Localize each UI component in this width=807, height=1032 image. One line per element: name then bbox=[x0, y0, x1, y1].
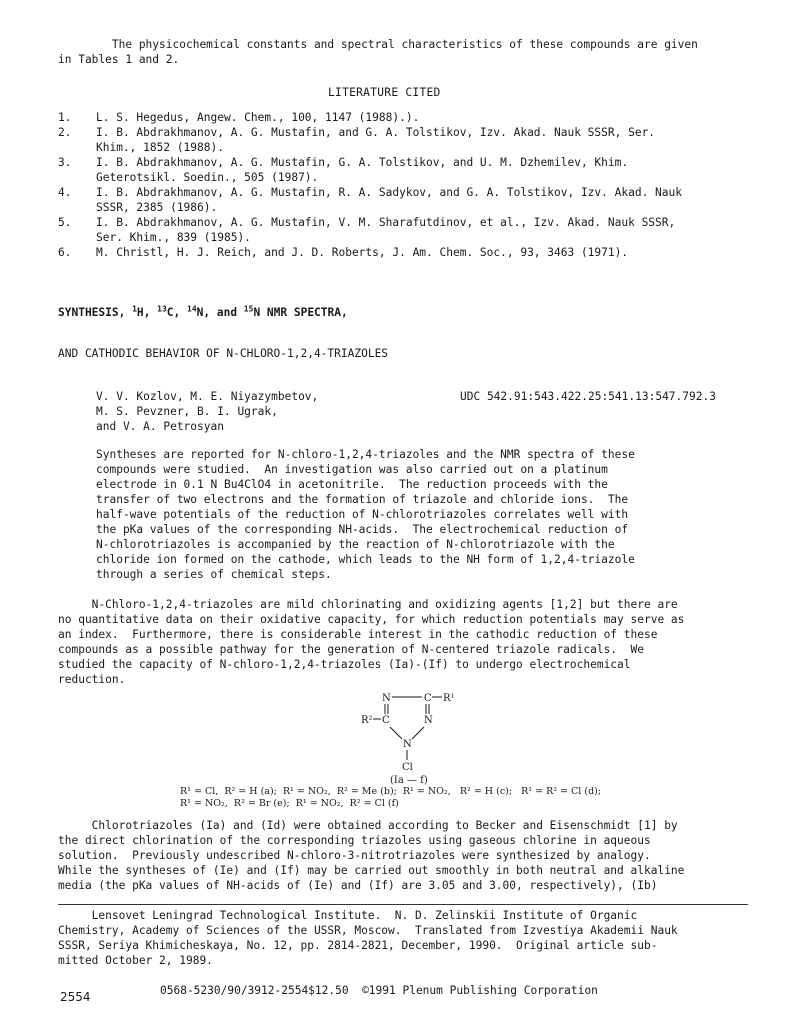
triazole-structure-drawing bbox=[180, 690, 640, 790]
body-paragraph-1: N-Chloro-1,2,4-triazoles are mild chlorinating and oxidizing agents [1,2] but there are no quantitative data on their oxidative capacity, for which reduction potentials may serve as an index. Furthermore, there is considerable interest in the cathodic reduction of these compounds as a possible pathway for the generation of N-centered triazole radicals. We studied the capacity of N-chloro-1,2,4-triazoles (Ia)-(If) to undergo electrochemical reduction. bbox=[58, 598, 685, 686]
caption-line-2: R¹ = NO₂, R² = Br (e); R¹ = NO₂, R² = Cl (f) bbox=[180, 798, 399, 809]
atom-bottom-n: N bbox=[403, 739, 412, 750]
reference-text: I. B. Abdrakhmanov, A. G. Mustafin, R. A. Sadykov, and G. A. Tolstikov, Izv. Akad. Nauk SSSR, 2385 (1986). bbox=[96, 186, 682, 214]
title-superscript: 1 bbox=[132, 304, 137, 314]
title-part: C, bbox=[166, 306, 187, 319]
compound-label: (Ia — f) bbox=[390, 775, 428, 786]
structure-caption bbox=[180, 786, 640, 810]
literature-heading: LITERATURE CITED bbox=[328, 86, 441, 99]
author-list: V. V. Kozlov, M. E. Niyazymbetov, M. S. Pevzner, B. I. Ugrak, and V. A. Petrosyan bbox=[96, 390, 319, 433]
udc-code: UDC 542.91:543.422.25:541.13:547.792.3 bbox=[460, 390, 716, 403]
reference-item bbox=[58, 110, 758, 125]
reference-number: 2. bbox=[58, 126, 72, 139]
page-number: 2554 bbox=[60, 990, 91, 1004]
atom-top-n: N bbox=[382, 693, 391, 704]
atom-cl: Cl bbox=[402, 762, 413, 773]
reference-number: 1. bbox=[58, 111, 72, 124]
atom-right-n: N bbox=[424, 715, 433, 726]
reference-text: L. S. Hegedus, Angew. Chem., 100, 1147 (1988).). bbox=[96, 111, 420, 124]
body-paragraph-2: Chlorotriazoles (Ia) and (Id) were obtained according to Becker and Eisenschmidt [1] by the direct chlorination of the corresponding triazoles using gaseous chlorine in aqueous solution. Previously undescribed N-chloro-3-nitrotriazoles were synthesized by analogy. While the syntheses of (Ie) and (If) may be carried out smoothly in both neutral and alkaline media (the pKa values of NH-acids of (Ie) and (If) are 3.05 and 3.00, respectively), (Ib) bbox=[58, 819, 685, 892]
reference-item bbox=[58, 125, 758, 155]
title-superscript: 15 bbox=[243, 304, 254, 314]
reference-number: 5. bbox=[58, 216, 72, 229]
abstract: Syntheses are reported for N-chloro-1,2,4-triazoles and the NMR spectra of these compounds were studied. An investigation was also carried out on a platinum electrode in 0.1 N Bu4ClO4 in acetonitrile. The reduction proceeds with the transfer of two electrons and the formation of triazole and chloride ions. The half-wave potentials of the reduction of N-chlorotriazoles correlates well with the pKa values of the corresponding NH-acids. The electrochemical reduction of N-chlorotriazoles is accompanied by the reaction of N-chlorotriazole with the chloride ion formed on the cathode, which leads to the NH form of 1,2,4-triazole through a series of chemical steps. bbox=[96, 448, 635, 581]
article-title bbox=[58, 305, 348, 320]
title-superscript: 14 bbox=[187, 304, 197, 314]
title-part: SYNTHESIS, bbox=[58, 306, 133, 319]
reference-number: 4. bbox=[58, 186, 72, 199]
intro-line-2: in Tables 1 and 2. bbox=[58, 53, 180, 66]
reference-list bbox=[58, 110, 758, 260]
substituent-r2: R² bbox=[361, 715, 373, 726]
bond-c-n-bottom bbox=[390, 727, 402, 739]
reference-text: I. B. Abdrakhmanov, A. G. Mustafin, G. A. Tolstikov, and U. M. Dzhemilev, Khim. Geterotsikl. Soedin., 505 (1987). bbox=[96, 156, 629, 184]
title-part: N, and bbox=[196, 306, 244, 319]
title-part: H, bbox=[136, 306, 158, 319]
intro-paragraph bbox=[58, 37, 698, 67]
title-superscript: 13 bbox=[157, 304, 167, 314]
reference-number: 3. bbox=[58, 156, 72, 169]
atom-left-c: C bbox=[382, 715, 390, 726]
reference-number: 6. bbox=[58, 246, 72, 259]
caption-line-1: R¹ = Cl, R² = H (a); R¹ = NO₂, R² = Me (b); R¹ = NO₂, R² = H (c); R¹ = R² = Cl (d); bbox=[180, 786, 602, 797]
reference-text: I. B. Abdrakhmanov, A. G. Mustafin, V. M. Sharafutdinov, et al., Izv. Akad. Nauk SSSR, Ser. Khim., 839 (1985). bbox=[96, 216, 676, 244]
reference-item bbox=[58, 155, 758, 185]
reference-text: I. B. Abdrakhmanov, A. G. Mustafin, and G. A. Tolstikov, Izv. Akad. Nauk SSSR, Ser. Khim., 1852 (1988). bbox=[96, 126, 656, 154]
reference-text: M. Christl, H. J. Reich, and J. D. Roberts, J. Am. Chem. Soc., 93, 3463 (1971). bbox=[96, 246, 629, 259]
substituent-r1: R¹ bbox=[443, 693, 455, 704]
article-title-line-2: AND CATHODIC BEHAVIOR OF N-CHLORO-1,2,4-TRIAZOLES bbox=[58, 347, 389, 360]
bond-n-n-bottom bbox=[412, 727, 424, 739]
footnote-divider bbox=[58, 904, 748, 905]
atom-top-c: C bbox=[424, 693, 432, 704]
reference-item bbox=[58, 185, 758, 215]
intro-line-1: The physicochemical constants and spectral characteristics of these compounds are given bbox=[58, 38, 698, 51]
copyright-line: 0568-5230/90/3912-2554$12.50 ©1991 Plenum Publishing Corporation bbox=[160, 984, 598, 997]
footnote: Lensovet Leningrad Technological Institute. N. D. Zelinskii Institute of Organic Chemistry, Academy of Sciences of the USSR, Moscow. Translated from Izvestiya Akademii Nauk SSSR, Seriya Khimicheskaya, No. 12, pp. 2814-2821, December, 1990. Original article sub- mitted October 2, 1989. bbox=[58, 909, 678, 967]
title-part: N NMR SPECTRA, bbox=[253, 306, 348, 319]
reference-item bbox=[58, 215, 758, 245]
reference-item bbox=[58, 245, 758, 260]
